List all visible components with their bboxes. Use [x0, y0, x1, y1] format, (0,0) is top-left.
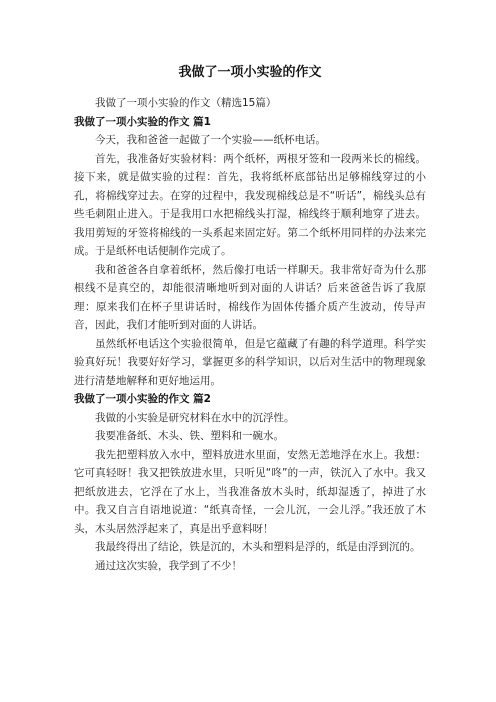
paragraph: 我做的小实验是研究材料在水中的沉浮性。	[95, 411, 295, 424]
section-heading: 我做了一项小实验的作文 篇1	[74, 115, 211, 128]
paragraph: 我先把塑料放入水中，塑料放进水里面，安然无恙地浮在水上。我想：它可真轻呀！我又把铁放进水里，只听见“咚”的一声，铁沉入了水中。我又把纸放进去，它浮在了水上，当我准备放木头时，纸却湿透了，掉进了水中。我又自言自语地说道：“纸真奇怪，一会儿沉，一会儿浮。”我还放了木头，木头居然浮起来了，真是出乎意料呀！	[74, 448, 426, 535]
paragraph: 虽然纸杯电话这个实验很简单，但是它蕴藏了有趣的科学道理。科学实验真好玩！我要好好学习，掌握更多的科学知识，以后对生活中的物理现象进行清楚地解释和更好地运用。	[74, 337, 426, 387]
paragraph: 今天，我和爸爸一起做了一个实验——纸杯电话。	[95, 134, 326, 146]
paragraph: 我要准备纸、木头、铁、塑料和一碗水。	[95, 430, 284, 442]
paragraph: 我最终得出了结论，铁是沉的，木头和塑料是浮的，纸是由浮到沉的。	[95, 541, 421, 553]
paragraph: 我和爸爸各自拿着纸杯，然后像打电话一样聊天。我非常好奇为什么那根线不是真空的，却能很清晰地听到对面的人讲话？后来爸爸告诉了我原理：原来我们在杯子里讲话时，棉线作为固体传播介质产生波动，传导声音，因此，我们才能听到对面的人讲话。	[74, 263, 426, 331]
paragraph: 首先，我准备好实验材料：两个纸杯，两根牙签和一段两米长的棉线。接下来，就是做实验的过程：首先，我将纸杯底部钻出足够棉线穿过的小孔，将棉线穿过去。在穿的过程中，我发现棉线总是不“听话”，棉线头总有些毛刺阻止进入。于是我用口水把棉线头打湿，棉线终于顺利地穿了进去。我用剪短的牙签将棉线的一头系起来固定好。第二个纸杯用同样的办法来完成。于是纸杯电话便制作完成了。	[74, 152, 426, 257]
paragraph: 通过这次实验，我学到了不少！	[95, 559, 242, 572]
document-title: 我做了一项小实验的作文	[178, 65, 322, 80]
intro-text: 我做了一项小实验的作文（精选15篇）	[95, 97, 277, 109]
section-heading: 我做了一项小实验的作文 篇2	[74, 393, 211, 405]
